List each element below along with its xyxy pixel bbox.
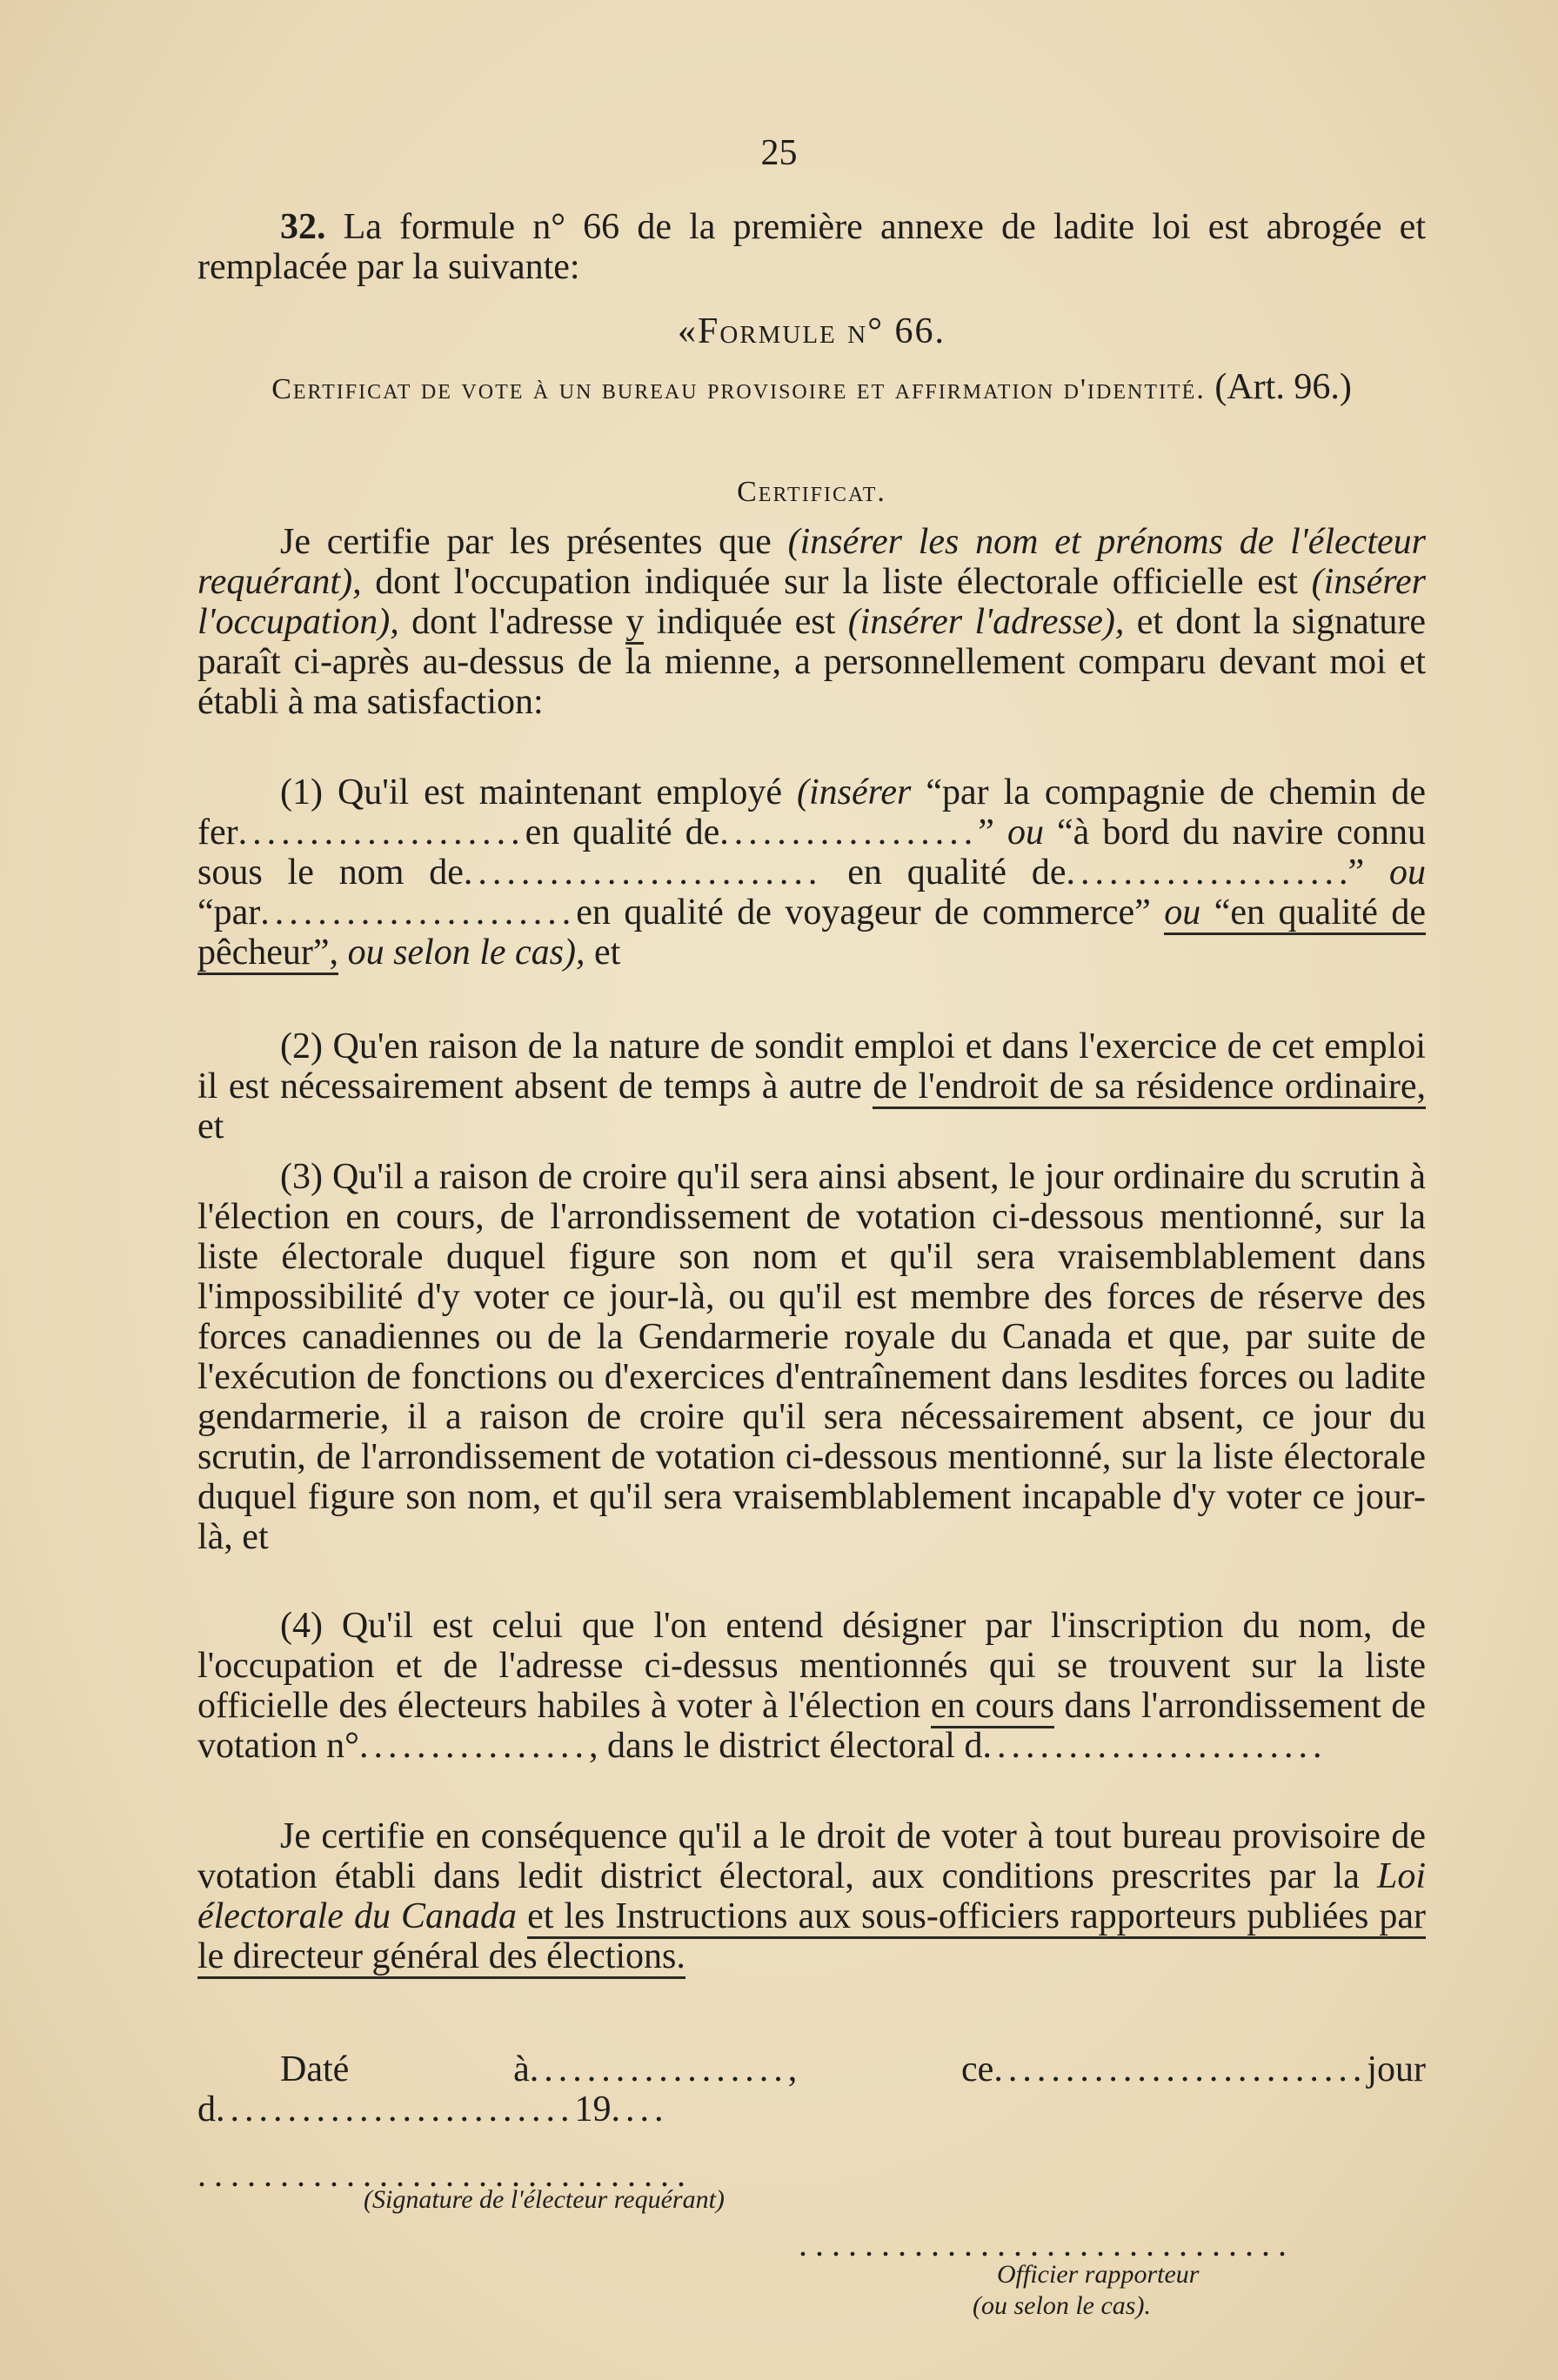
section-number: 32. — [280, 207, 326, 247]
form-heading: «Formule n° 66. — [677, 311, 946, 351]
signature-officer-line: .............................. — [799, 2224, 1294, 2263]
section-32 — [197, 207, 1426, 287]
paragraph-2: (2) Qu'en raison de la nature de sondit emploi et dans l'exercice de cet emploi il est nécessairement absent de temps à autre de l'endroit de sa résidence ordinaire, et — [197, 1026, 1426, 1147]
certificat-heading: Certificat. — [737, 476, 886, 508]
signature-elector-line: .............................. — [197, 2155, 693, 2194]
form-subheading: Certificat de vote à un bureau provisoire et affirmation d'identité. (Art. 96.) — [271, 367, 1352, 407]
paragraph-3: (3) Qu'il a raison de croire qu'il sera ainsi absent, le jour ordinaire du scrutin à l'élection en cours, de l'arrondissement de votation ci-dessous mentionné, sur la liste électorale duquel figure son nom et qu'il sera vraisemblablement dans l'impossibilité d'y voter ce jour-là, ou qu'il est membre des forces de réserve des forces canadiennes ou de la Gendarmerie royale du Canada et que, par suite de l'exécution de fonctions ou d'exercices d'entraînement dans lesdites forces ou ladite gendarmerie, il a raison de croire qu'il sera nécessairement absent, ce jour du scrutin, de l'arrondissement de votation ci-dessous mentionné, sur la liste électorale duquel figure son nom, et qu'il sera vraisemblablement incapable d'y voter ce jour-là, et — [197, 1157, 1426, 1557]
paragraph-1: (1) Qu'il est maintenant employé (insérer “par la compagnie de chemin de fer....................en qualité de..................” ou “à bord du navire connu sous le nom de......................... en qualité de....................” ou “par......................en qualité de voyageur de commerce” ou “en qualité de pêcheur”, ou selon le cas), et — [197, 772, 1426, 973]
paragraph-conclusion: Je certifie en conséquence qu'il a le droit de voter à tout bureau provisoire de votation établi dans ledit district électoral, aux conditions prescrites par la Loi électorale du Canada et les Instructions aux sous-officiers rapporteurs publiées par le directeur général des élections. — [197, 1816, 1426, 1976]
date-line: Daté à.................., ce..........................jour d.........................19.... — [197, 2049, 1426, 2129]
signature-officer-label: Officier rapporteur — [997, 2260, 1200, 2289]
paragraph-4: (4) Qu'il est celui que l'on entend désigner par l'inscription du nom, de l'occupation et de l'adresse ci-dessus mentionnés qui se trouvent sur la liste officielle des électeurs habiles à voter à l'élection en cours dans l'arrondissement de votation n°................, dans le district électoral d........................ — [197, 1606, 1426, 1766]
section-32-text: La formule n° 66 de la première annexe de ladite loi est abrogée et remplacée par la suivante: — [197, 207, 1426, 287]
signature-officer-qualifier: (ou selon le cas). — [973, 2291, 1151, 2320]
page-number: 25 — [760, 133, 798, 173]
paragraph-intro: Je certifie par les présentes que (insérer les nom et prénoms de l'électeur requérant), dont l'occupation indiquée sur la liste électorale officielle est (insérer l'occupation), dont l'adresse y indiquée est (insérer l'adresse), et dont la signature paraît ci-après au-dessus de la mienne, a personnellement comparu devant moi et établi à ma satisfaction: — [197, 522, 1427, 722]
signature-elector-label: (Signature de l'électeur requérant) — [364, 2185, 725, 2214]
